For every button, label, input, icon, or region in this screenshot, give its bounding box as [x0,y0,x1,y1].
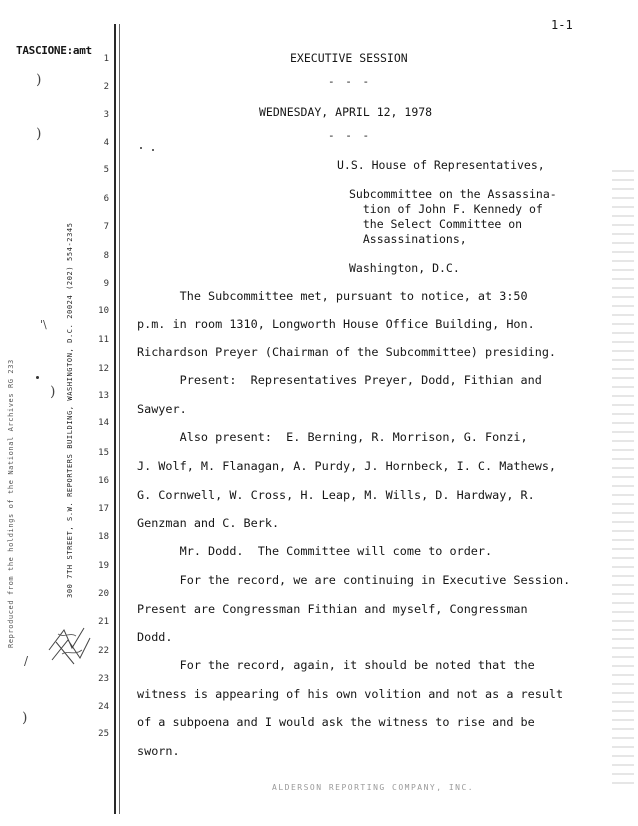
session-title: EXECUTIVE SESSION [290,51,408,65]
address-line: tion of John F. Kennedy of [349,202,543,216]
separator-1: - - - [328,75,372,88]
pen-mark: ) [50,384,56,400]
line-number: 4 [103,138,109,148]
separator-2: - - - [328,129,372,142]
line-number: 6 [103,194,109,204]
address-line: U.S. House of Representatives, [337,158,545,172]
address-line: the Select Committee on [349,217,523,231]
reporter-address-margin: 300 7TH STREET, S.W. REPORTERS BUILDING, WASHINGTON, D.C. 20024 (202) 554-2345 [66,222,74,598]
line-number: 25 [98,729,109,739]
transcript-line: Genzman and C. Berk. [137,516,280,530]
line-number: 23 [98,674,109,684]
line-number: 18 [98,532,109,542]
margin-rule-right [119,24,120,814]
scan-speck [140,147,142,149]
scan-edge-noise [612,170,634,790]
transcript-line: witness is appearing of his own volition and not as a result [137,687,564,701]
line-number: 9 [103,279,109,289]
line-number: 20 [98,589,109,599]
line-number: 19 [98,561,109,571]
transcript-line: Present are Congressman Fithian and myself, Congressman [137,602,528,616]
session-date: WEDNESDAY, APRIL 12, 1978 [259,105,433,119]
line-number: 14 [98,418,109,428]
scan-speck [36,376,39,379]
pen-mark: ) [36,126,42,142]
transcript-line: Dodd. [137,630,173,644]
transcript-line: For the record, we are continuing in Executive Session. [137,573,571,587]
line-number: 24 [98,702,109,712]
address-line: Washington, D.C. [349,261,460,275]
line-number: 21 [98,617,109,627]
pen-mark: ) [22,710,28,726]
line-number: 1 [103,54,109,64]
pen-mark: '\ [40,318,47,331]
line-number: 10 [98,306,109,316]
line-number: 7 [103,222,109,232]
line-number: 22 [98,646,109,656]
transcript-line: Present: Representatives Preyer, Dodd, Fithian and [137,373,542,387]
transcript-line: Richardson Preyer (Chairman of the Subcommittee) presiding. [137,345,557,359]
transcript-line: Also present: E. Berning, R. Morrison, G. Fonzi, [137,430,528,444]
transcript-line: G. Cornwell, W. Cross, H. Leap, M. Wills, D. Hardway, R. [137,488,535,502]
line-number: 2 [103,82,109,92]
line-number: 12 [98,364,109,374]
transcript-line: of a subpoena and I would ask the witness to rise and be [137,715,535,729]
handwritten-scribble-stamp [44,620,94,670]
line-number: 13 [98,391,109,401]
reporter-tag: TASCIONE:amt [16,44,92,57]
pen-mark: ) [36,72,42,88]
line-number: 5 [103,165,109,175]
footer-company: ALDERSON REPORTING COMPANY, INC. [272,783,475,792]
page-number: 1-1 [551,18,573,32]
address-line: Subcommittee on the Assassina- [349,187,557,201]
margin-rule-left [114,24,116,814]
transcript-line: sworn. [137,744,180,758]
transcript-line: Mr. Dodd. The Committee will come to order. [137,544,493,558]
transcript-line: J. Wolf, M. Flanagan, A. Purdy, J. Hornbeck, I. C. Mathews, [137,459,557,473]
archives-note-margin: Reproduced from the holdings of the National Archives RG 233 [7,359,15,648]
transcript-line: For the record, again, it should be noted that the [137,658,535,672]
line-number: 8 [103,251,109,261]
address-line: Assassinations, [349,232,467,246]
scan-speck [152,149,154,151]
line-number: 3 [103,110,109,120]
line-number: 15 [98,448,109,458]
line-number: 17 [98,504,109,514]
transcript-line: p.m. in room 1310, Longworth House Office Building, Hon. [137,317,535,331]
line-number: 16 [98,476,109,486]
line-number: 11 [98,335,109,345]
pen-mark: / [24,654,29,668]
transcript-line: Sawyer. [137,402,187,416]
transcript-line: The Subcommittee met, pursuant to notice, at 3:50 [137,289,528,303]
